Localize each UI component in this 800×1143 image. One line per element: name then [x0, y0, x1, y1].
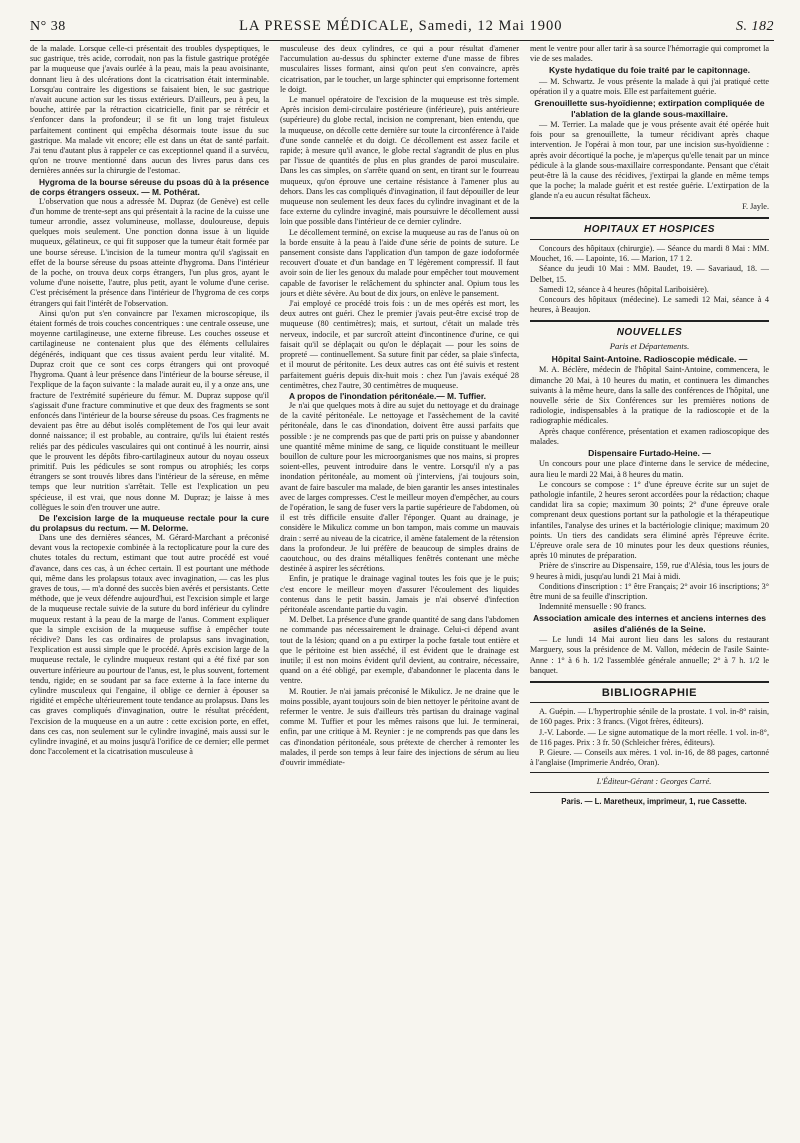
paragraph: Samedi 12, séance à 4 heures (hôpital Lariboisière). [539, 284, 709, 294]
column-3 [530, 44, 769, 1140]
paragraph: Prière de s'inscrire au Dispensaire, 159, rue d'Alésia, tous les jours de 9 heures à midi, jusqu'au lundi 21 Mai à midi. [530, 561, 769, 581]
article-heading: Hygroma de la bourse séreuse du psoas dû à la présence de corps étrangers osseux. — M. Pothérat. [30, 176, 269, 197]
paragraph: Après chaque conférence, présentation et examen radioscopique des malades. [530, 426, 769, 446]
paragraph: Le concours se compose : 1° d'une épreuve écrite sur un sujet de pathologie infantile, 2 heures seront accordées pour la rédaction; chaque candidat lira sa copie; maximum 30 points; 2° d'une épreuve orale comprenant deux questions portant sur la pathologie et la thérapeutique infantiles, l'analyse des urines et la bactériologie clinique; maximum 20 points. Un tiers des candidats sera éliminé après l'épreuve écrite. L'épreuve orale sera de 10 minutes pour les deux questions réunies, après 10 minutes de préparation. [530, 479, 769, 561]
paragraph: — M. Schwartz. Je vous présente la malade à qui j'ai pratiqué cette opération il y a quatre mois. Elle est parfaitement guérie. [530, 76, 769, 97]
article-heading: Association amicale des internes et anciens internes des asiles d'aliénés de la Seine. [532, 613, 767, 634]
article-heading: Grenouillette sus-hyoïdienne; extirpation compliquée de l'ablation de la glande sous-maxillaire. [534, 98, 765, 119]
bibliographie-heading: BIBLIOGRAPHIE [601, 687, 698, 699]
nouvelles-heading: NOUVELLES [616, 327, 683, 339]
paragraph: Concours des hôpitaux (médecine). Le samedi 12 Mai, séance à 4 heures, à Beaujon. [530, 295, 769, 315]
paragraph: — M. Terrier. La malade que je vous présente avait été opérée huit fois pour sa grenouillette, la tumeur récidivant après chaque intervention. Je l'opérai à mon tour, par une incision sus-hyoïdienne : après avoir décortiqué la poche, je m'aperçus qu'elle tenait par un mince pédicule à la glande sous-maxillaire correspondante. Pensant que c'était peut-être là la cause des récidives, j'extirpai la glande en même temps que la poche; la malade guérit et est restée guérie. L'extirpation de la glande n'a eu aucun résultat fâcheux. [530, 120, 769, 201]
paragraph: Le décollement terminé, on excise la muqueuse au ras de l'anus où on la borde ensuite à la peau à l'aide d'une série de points de suture. Le pansement consiste dans l'application d'un tampon de gaze iodoformée recouvert d'ouate et d'un bandage en T légèrement compressif. Il faut avoir soin de lier les genoux du malade pour empêcher tout mouvement capable de favoriser le relâchement du sphincter anal. Opium tous les jours et diète sévère. Au bout de dix jours, on enlève le pansement. [280, 227, 519, 298]
paragraph: J'ai employé ce procédé trois fois : un de mes opérés est mort, les deux autres ont guéri. Chez le premier j'avais peut-être excisé trop de muqueuse (80 centimètres); mais, et surtout, c'était un malade très nerveux, indocile, et par surcroît atteint d'incontinence d'urine, ce qui faisait qu'il se déplaçait ou qu'on le déplaçait — pour les soins de propreté — continuellement. Sa suture finit par céder, sa plaie s'infecta, et il mourut de péritonite. Les deux autres cas ont été suivis et restent parfaitement guéris depuis dix-huit mois : chez l'un j'avais exéqué 28 centimètres, chez l'autre, 30 centimètres de muqueuse. [280, 299, 519, 390]
article-heading: A propos de l'inondation péritonéale.— M. Tuffier. [289, 390, 486, 401]
nouvelles-subheading: Paris et Départements. [609, 340, 690, 351]
paragraph: Indemnité mensuelle : 90 francs. [539, 602, 647, 612]
paragraph: M. A. Béclère, médecin de l'hôpital Saint-Antoine, commencera, le dimanche 20 Mai, à 10 heures du matin, et continuera les dimanches suivants à la même heure, dans la salle des conférences de l'hôpital, une nouvelle série de Six Conférences sur les premières notions de radiologie, indispensables à la pratique de la radioscopie et de la radiographie médicales. [530, 365, 769, 426]
paragraph: Ainsi qu'on put s'en convaincre par l'examen microscopique, ils étaient formés de trois couches concentriques : une centrale osseuse, une moyenne cartilagineuse, une externe fibreuse. Les couches osseuse et cartilagineuse ne contenaient plus que des éléments cellulaires dégénérés, indiquant que ces tissus avaient perdu leur vitalité. M. Dupraz croit que ce sont ces corps étrangers qui ont provoqué l'hygroma. Quant à leur présence dans l'intérieur de la bourse séreuse, il l'explique de la façon suivante : la malade aurait eu, il y a onze ans, une fracture de l'extrémité supérieure du fémur. M. Dupraz suppose qu'il s'agissait d'une fracture comminutive et que deux des fragments se sont enfoncés dans l'intérieur de la bourse séreuse du psoas. Ces fragments ne devaient pas être au début isolés complètement de l'os qui leur avait donné naissance; il est probable, au contraire, qu'ils lui étaient restés reliés par des pédicules vasculaires qui ont continué à les nourrir, ainsi que le prouvent les dépôts fibro-cartilagineux autour du noyau osseux primitif. Puis les pédicules se sont rompus ou atrophiés; les corps étrangers se sont trouvés libres dans l'intérieur de la séreuse, en même temps que leur nutrition s'arrêtait. Telle est l'explication un peu spécieuse, il est vrai, que nous donne M. Dupraz; je laisse à mes collègues le soin d'en trouver une autre. [30, 308, 269, 512]
issue-number: N° 38 [30, 19, 66, 34]
section-divider [530, 320, 769, 322]
section-divider [530, 217, 769, 219]
section-divider [530, 239, 769, 240]
masthead [30, 18, 774, 41]
paragraph: Enfin, je pratique le drainage vaginal toutes les fois que je le puis; c'est encore le meilleur moyen d'assurer l'écoulement des liquides contenus dans le petit bassin. Jamais je n'ai observé d'infection péritonéale ascendante partie du vagin. [280, 574, 519, 614]
paragraph: — Le lundi 14 Mai auront lieu dans les salons du restaurant Marguery, sous la présidence de M. Vallon, médecin de l'asile Sainte-Anne : 1° à 6 h. 1/2 l'assemblée générale annuelle; 2° à 7 h. 1/2 le banquet. [530, 635, 769, 675]
column-1 [30, 44, 269, 1140]
paragraph: J.-V. Laborde. — Le signe automatique de la mort réelle. 1 vol. in-8°, de 116 pages. Prix : 3 fr. 50 (Schleicher frères, éditeurs). [530, 727, 769, 747]
paragraph: A. Guépin. — L'hypertrophie sénile de la prostate. 1 vol. in-8° raisin, de 160 pages. Prix : 3 francs. (Vigot frères, éditeurs). [530, 707, 769, 727]
paragraph: Le manuel opératoire de l'excision de la muqueuse est très simple. Après incision demi-circulaire postérieure (inférieure), puis antérieure (supérieure) du globe rectal, incision ne comprenant, bien entendu, que la muqueuse, on décolle cette dernière sur toute la circonférence à l'aide d'une sonde cannelée et du doigt. Ce décollement est assez facile et rapide; à mesure qu'il avance, le globe rectal s'agrandit de plus en plus par l'issue de quantités de plus en plus grandes de paroi musculaire. Dans les cas simples, on s'arrête quand on sent, en tirant sur le fourreau muqueux, qu'on éprouve une certaine résistance à l'amener plus au dehors. Dans les cas compliqués d'invagination, il faut dépouiller de leur muqueuse non seulement les deux faces du cylindre invaginant et de la face externe du cylindre invaginé, mais poursuivre le décollement aussi loin que possible dans l'intérieur de ce dernier cylindre. [280, 95, 519, 227]
article-heading: Hôpital Saint-Antoine. Radioscopie médicale. — [551, 353, 748, 364]
columns [30, 44, 774, 1140]
nouvelles-section [530, 354, 769, 676]
column-2 [280, 44, 519, 1140]
article-heading: De l'excision large de la muqueuse rectale pour la cure du prolapsus du rectum. — M. Delorme. [30, 512, 269, 533]
paragraph: Je n'ai que quelques mots à dire au sujet du nettoyage et du drainage de la cavité péritonéale. Le nettoyage et l'assèchement de la cavité péritonéale, dans le cas d'inondation, doivent être aussi parfaits que possible : je ne comprends pas que de parti pris on puisse y abandonner une quantité même minime de sang, ce liquide constituant le meilleur bouillon de culture pour les microorganismes que nos mains, si propres soient-elles, peuvent introduire dans le ventre. Lorsqu'il n'y a pas inondation péritonéale, au moment où j'interviens, j'ai toujours soin, avant de faire basculer ma malade, de bien garantir les anses intestinales avec de larges compresses. C'est le meilleur moyen d'empêcher, au cours de l'opération, le sang de fuser vers la partie supérieure de l'abdomen, où il est très difficile ensuite d'aller l'éponger. Quant au drainage, je considère le Mikulicz comme un bon tampon, mais comme un mauvais drain : serré au niveau de la cicatrice, il amène fatalement de la rétension dans la profondeur. Je lui préfère de beaucoup de simples drains de caoutchouc, ou des drains métalliques fenêtrés contenant une mèche destinée à aspirer les sécrétions. [280, 400, 519, 574]
paragraph: M. Routier. Je n'ai jamais préconisé le Mikulicz. Je ne draine que le moins possible, ayant toujours soin de bien nettoyer le péritoine avant de refermer le ventre. Je suis d'ailleurs très partisan du drainage vaginal comme M. Tuffier et pour les mêmes raisons que lui. Je terminerai, enfin, par une critique à M. Reynier : je ne comprends pas que dans les cas d'inondation péritonéale, sous prétexte de chercher à remonter les malades, il perde son temps à leur faire des injections de sérum au lieu d'ouvrir immédiate- [280, 686, 519, 768]
section-divider [530, 702, 769, 703]
article-heading: Dispensaire Furtado-Heine. — [588, 447, 711, 458]
bibliographie-section [530, 707, 769, 768]
paragraph: Un concours pour une place d'interne dans le service de médecine, aura lieu le mardi 22 Mai, à 8 heures du matin. [530, 459, 769, 479]
society-reports-end [530, 44, 769, 212]
editor-gerant: L'Éditeur-Gérant : Georges Carré. [596, 777, 712, 787]
paragraph: de la malade. Lorsque celle-ci présentait des troubles dyspeptiques, le suc gastrique, très acide, corrodait, non pas la fistule gastrique protégée par la muqueuse que j'avais ourlée à la peau, mais la peau avoisinante, donnant lieu à des ulcérations dont la cicatrisation était interminable. Lorsqu'au contraire les digestions se faisaient bien, le suc gastrique n'avait aucune action sur les tissus extérieurs. D'ailleurs, peu à peu, la bouche, attirée par la rétraction cicatricielle, finit par se rétrécir et s'enfoncer dans la profondeur; il se fit un long trajet fistuleux parfaitement continent qui empêcha désormais toute issue du suc gastrique. Ma malade vit encore; elle est dans un état de santé parfait. J'ai tenu d'autant plus à rappeler ce cas exceptionnel quand il a survécu, qu'on ne trouve mentionné dans aucun des livres parus dans ces dernières années sur la chirurgie de l'estomac. [30, 44, 269, 176]
article-heading: Kyste hydatique du foie traité par le capitonnage. [548, 65, 751, 76]
paragraph: ment le ventre pour aller tarir à sa source l'hémorragie qui compromet la vie de ses malades. [530, 44, 769, 64]
paragraph: Concours des hôpitaux (chirurgie). — Séance du mardi 8 Mai : MM. Mouchet, 16. — Lapointe, 16. — Marion, 17 1 2. [530, 244, 769, 264]
paragraph: Dans une des dernières séances, M. Gérard-Marchant a préconisé devant vous la rectopexie combinée à la rectoplicature pour la cure des chutes totales du rectum, estimant que tout autre procédé est voué d'avance, dans ces cas, à un échec certain. Il est pourtant une méthode qui, même dans les prolapsus totaux avec invagination, — cas les plus graves de tous, — m'a donné des succès bien avérés et persistants. Cette méthode, que je veux défendre aujourd'hui, est l'excision simple et large de la muqueuse rectale suivie de la suture du bord inférieur du cylindre muqueux restant à la peau de la marge de l'anus. Comment expliquer que la simple excision de la muqueuse suffise à empêcher toute récidive? Dans les cas ordinaires de prolapsus sans invagination, l'explication est aussi simple que le procédé. Après excision large de la muqueuse rectale, le cylindre muqueux restant qui a été fixé par son ouverture inférieure au pourtour de l'anus, est, le plus souvent, fortement tendu, rigide; en se soudant par sa face externe à la face interne du cylindre musculeux qui l'engaine, il oblige ce dernier à épouser sa rigidité et empêche ultérieurement toute tendance au prolapsus. Dans les cas graves compliqués d'invagination, outre le résultat précédent, l'excision de la muqueuse en a un autre : cette excision porte, en effet, dans ces cas, non seulement sur le cylindre invaginé, mais aussi sur le cylindre invaginé, et au moins jusqu'à l'orifice de ce dernier; elle permet donc l'accolement et la cicatrisation musculeuse à [30, 532, 269, 757]
paragraph: musculeuse des deux cylindres, ce qui a pour résultat d'amener l'accumulation au-dessus du sphincter externe d'une masse de fibres musculaires lisses formant, ainsi qu'on peut s'en convaincre, après cicatrisation, par le toucher, un large sphincter qui emprisonne fortement le doigt. [280, 44, 519, 94]
hopitaux-section [530, 244, 769, 315]
paragraph: L'observation que nous a adressée M. Dupraz (de Genève) est celle d'un homme de trente-sept ans qui présentait à la racine de la cuisse une tumeur arrondie, assez volumineuse, mollasse, douloureuse, depuis quelques mois seulement. Une ponction donna issue à un liquide muqueux, gélatineux, ce qui fit supposer que la tumeur était formée par une bourse séreuse. L'incision de la tumeur montra qu'il s'agissait en effet de la bourse séreuse du psoas atteinte d'hygroma. Dans l'intérieur de la poche, on trouva deux corps étrangers, l'un plus gros, ayant le volume d'une noisette, l'autre, plus petit, ayant le volume d'une cerise. C'est précisément la présence dans l'intérieur de l'hygroma de ces corps étrangers qui fait l'intérêt de l'observation. [30, 196, 269, 308]
hopitaux-heading: HOPITAUX ET HOSPICES [584, 223, 715, 235]
section-divider [530, 792, 769, 793]
paragraph: P. Gieure. — Conseils aux mères. 1 vol. in-16, de 88 pages, cartonné à l'anglaise (Imprimerie Andréo, Oran). [530, 748, 769, 768]
page-number: S. 182 [736, 19, 774, 34]
author-signature: F. Jayle. [742, 201, 769, 211]
journal-title: LA PRESSE MÉDICALE, Samedi, 12 Mai 1900 [239, 18, 563, 34]
section-divider [530, 681, 769, 683]
paragraph: Séance du jeudi 10 Mai : MM. Baudet, 19. — Savariaud, 18. — Delbet, 15. [530, 264, 769, 284]
section-divider [530, 772, 769, 773]
imprimeur-line: Paris. — L. Maretheux, imprimeur, 1, rue Cassette. [561, 796, 747, 806]
paragraph: M. Delbet. La présence d'une grande quantité de sang dans l'abdomen ne commande pas nécessairement le drainage. Celui-ci dépend avant tout de la lésion; quand on a pu extirper la poche fœtale tout entière et que le péritoine est bien asséché, il est évident que le drainage est inutile; il est non moins évident qu'il devient, au contraire, nécessaire, quand on a été obligé, par exemple, d'abandonner le placenta dans le ventre. [280, 615, 519, 686]
paragraph: Conditions d'inscription : 1° être Français; 2° avoir 16 inscriptions; 3° être muni de sa feuille d'inscription. [530, 581, 769, 601]
